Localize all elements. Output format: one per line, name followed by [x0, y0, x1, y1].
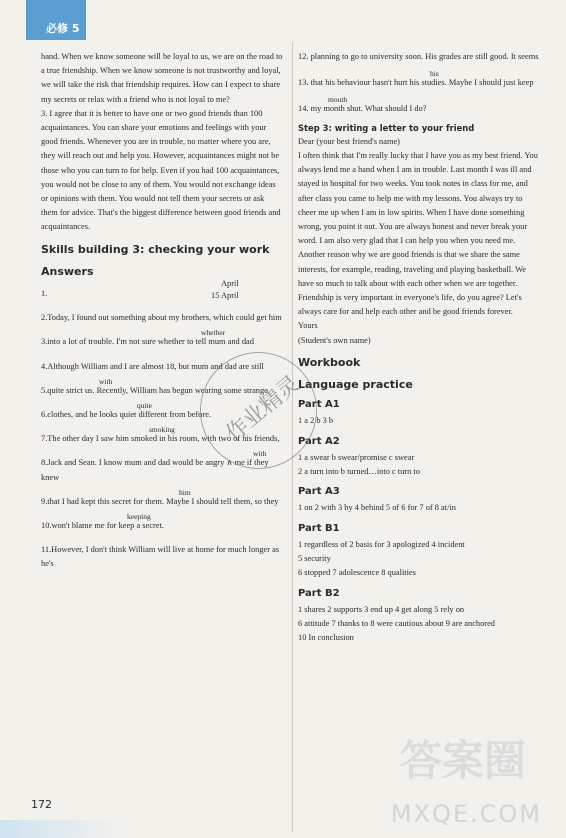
answer-correction: April [221, 279, 239, 289]
step-heading: Step 3: writing a letter to your friend [298, 122, 475, 133]
part-heading: Part B1 [298, 522, 340, 534]
answer-line: keeping 10.won't blame me for keep a secret. [41, 512, 164, 531]
answer-line: quite 6.clothes, and he looks quiet different from before. [41, 401, 212, 420]
letter-paragraph: Another reason why we are good friends is that we share the same interests, for example, reading, traveling and playing basketball. We have so much to talk about with each other when we are together. [298, 250, 527, 288]
stamp-text: 作业精灵 [221, 371, 305, 447]
answer-line: with 8.Jack and Sean. I know mum and dad would be angry ∧ me if they knew [41, 449, 269, 482]
language-practice-heading: Language practice [298, 378, 413, 392]
letter-closing: Yours [298, 321, 318, 331]
letter-paragraph: I often think that I'm really lucky that I have you as my best friend. You always lend me a hand when I am in trouble. Last month I was ill and stayed in hospital for two weeks. You took notes in class for me, and after class you came to help me with my lessons. You always try to cheer me up when I am in low spirits. When I have done something wrong, you point it out. You are always honest and never break your word. I am also very glad that I can help you when you need me. [298, 151, 538, 246]
letter-salutation: Dear (your best friend's name) [298, 136, 400, 146]
watermark-logo: 答案圈 [399, 736, 526, 785]
part-answers: 1 regardless of 2 basis for 3 apologized 4 incident [298, 539, 465, 549]
answer-line: 4.Although William and I are almost 18, but mum and dad are still [41, 361, 264, 371]
workbook-heading: Workbook [298, 355, 361, 369]
answer-line: with 5.quite strict us. Recently, William has begun wearing some strange [41, 376, 268, 395]
part-answers: 5 security [298, 554, 331, 564]
answer-correction: with [253, 449, 267, 459]
part-answers: 1 on 2 with 3 by 4 behind 5 of 6 for 7 of 8 at/in [298, 503, 456, 513]
part-answers: 1 shares 2 supports 3 end up 4 get along 5 rely on [298, 604, 465, 614]
letter-paragraph: Friendship is very important in everyone's life, do you agree? Let's always care for and help each other and be good friends forever. [298, 293, 522, 317]
section-heading: Skills building 3: checking your work [41, 242, 270, 256]
right-column [298, 50, 542, 645]
watermark-url: MXQE.COM [390, 800, 542, 828]
page-number: 172 [31, 798, 52, 811]
part-heading: Part A3 [298, 486, 340, 498]
answer-line: mouth 14. my month shut. What should I do? [298, 95, 427, 114]
book-volume-tab [26, 0, 86, 40]
answer-line: 2.Today, I found out something about my brothers, which could get him [41, 313, 282, 323]
answer-correction: his [430, 69, 439, 79]
answer-correction: quite [137, 401, 152, 411]
part-answers: 2 a turn into b turned…into c turn to [298, 467, 420, 477]
part-answers: 10 In conclusion [298, 633, 354, 643]
answer-line: 11.However, I don't think William will live at home for much longer as he's [41, 545, 280, 569]
volume-label: 必修 5 [46, 22, 80, 35]
part-heading: Part A2 [298, 435, 340, 447]
answer-correction: whether [201, 328, 226, 338]
footer-band [0, 820, 120, 838]
answer-line: whether 3.into a lot of trouble. I'm not sure whether to tell mum and dad [41, 328, 254, 347]
answer-line: him 9.that I had kept this secret for them. Maybe I should tell them, so they [41, 487, 279, 506]
answer-correction: smoking [149, 425, 175, 435]
part-answers: 1 a swear b swear/promise c swear [298, 452, 415, 462]
part-heading: Part A1 [298, 399, 340, 411]
left-column [41, 50, 283, 572]
part-heading: Part B2 [298, 587, 340, 599]
paragraph: hand. When we know someone will be loyal to us, we are on the road to a true friendship. When we know someone is not trustworthy and loyal, we will take the risk that friendship requires. How can I expect to share my secrets or relax with a friend who is not loyal to me? [41, 52, 283, 104]
answer-correction: 15 April [211, 291, 239, 301]
answers-heading: Answers [41, 264, 94, 278]
part-answers: 6 attitude 7 thanks to 8 were cautious about 9 are anchored [298, 618, 495, 628]
answer-correction: keeping [127, 512, 151, 522]
answer-line: smoking 7.The other day I saw him smoked in his room, with two of his friends, [41, 425, 280, 444]
answer-line: his 13. that his behaviour hasn't hurt his studies. Maybe I should just keep [298, 69, 534, 88]
part-answers: 6 stopped 7 adolescence 8 qualities [298, 568, 416, 578]
part-answers: 1 a 2 b 3 b [298, 416, 334, 426]
answer-correction: him [179, 487, 191, 497]
answer-correction: with [99, 376, 113, 386]
answer-line: 12. planning to go to university soon. His grades are still good. It seems [298, 52, 539, 61]
answer-line: 1. April 15 April [41, 287, 283, 301]
answer-correction: mouth [328, 95, 348, 105]
paragraph: 3. I agree that it is better to have one or two good friends than 100 acquaintances. You can share your emotions and feelings with your good friends. Whenever you are in trouble, no matter where you are, they will reach out and help you. However, acquaintances might not be those who you can turn to for help. Even if you had 100 acquaintances, you would not be close to any of them. You would not exchange ideas or opinions with them. You would not tell them your secrets or ask them for advice. That's the biggest difference between good friends and acquaintances. [41, 108, 281, 232]
letter-signature: (Student's own name) [298, 335, 371, 345]
